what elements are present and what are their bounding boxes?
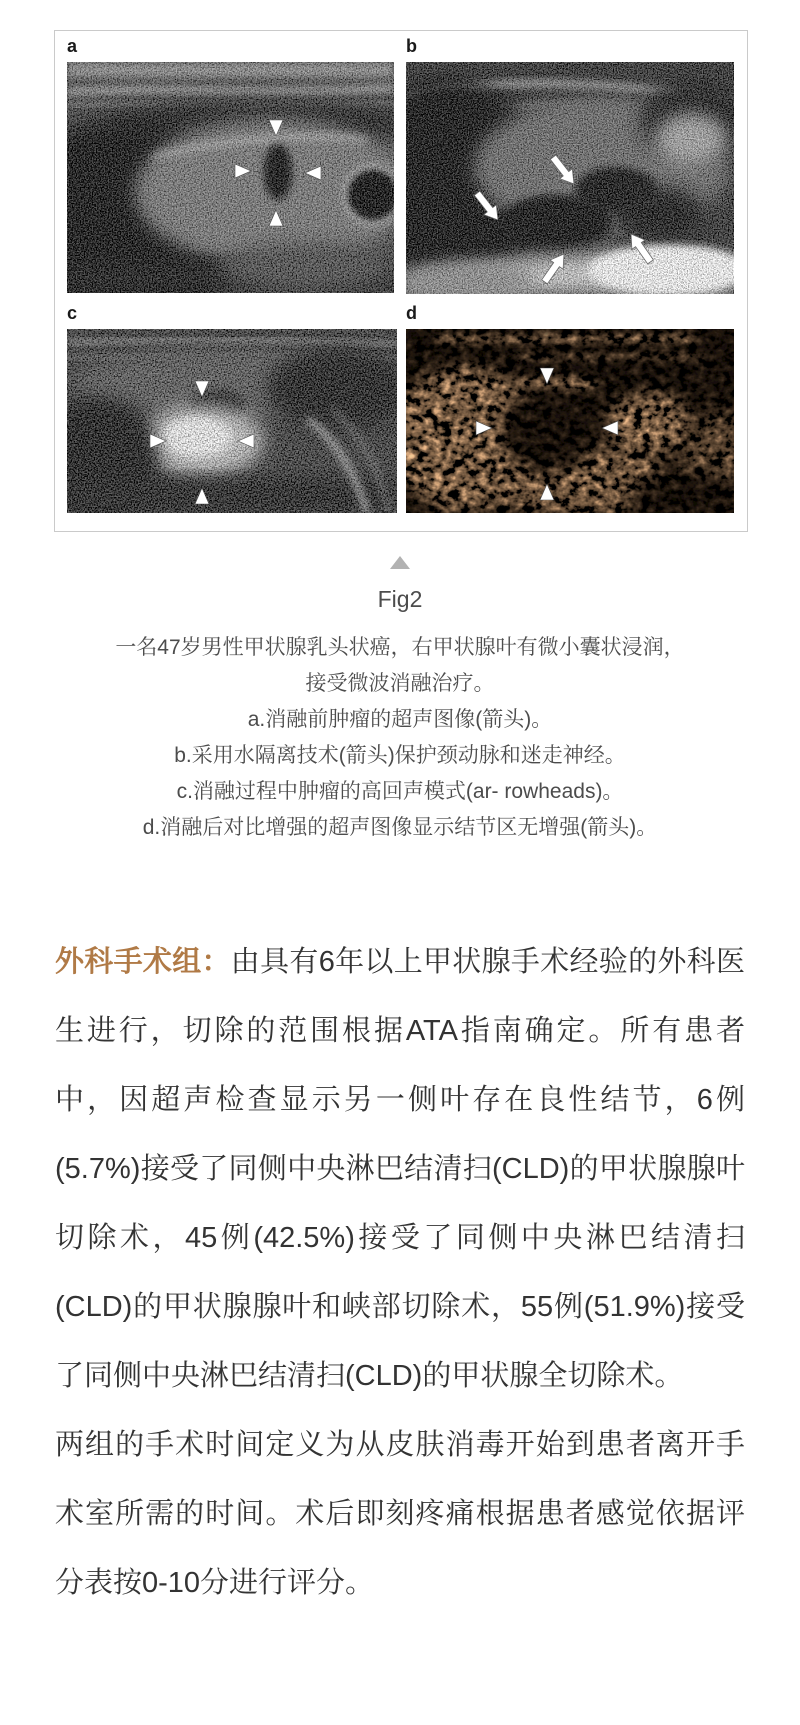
figure-box <box>54 30 748 532</box>
ultrasound-panel-c <box>67 303 397 513</box>
paragraph-surgery-group <box>55 928 745 1411</box>
paragraph-text: 由具有6年以上甲状腺手术经验的外科医生进行，切除的范围根据ATA指南确定。所有患者中，因超声检查显示另一侧叶存在良性结节，6例(5.7%)接受了同侧中央淋巴结清扫(CLD)的甲状腺腺叶切除术，45例(42.5%)接受了同侧中央淋巴结清扫(CLD)的甲状腺腺叶和峡部切除术，55例(51.9%)接受了同侧中央淋巴结清扫(CLD)的甲状腺全切除术。 <box>55 946 745 1392</box>
figure-label: Fig2 <box>377 586 423 612</box>
ultrasound-panel-d <box>406 303 734 513</box>
panel-label-b: b <box>406 36 417 56</box>
figure-caption <box>40 630 760 846</box>
caption-line: d.消融后对比增强的超声图像显示结节区无增强(箭头)。 <box>142 816 658 839</box>
ultrasound-panel-b <box>406 36 734 294</box>
panel-label-a: a <box>67 36 78 56</box>
ultrasound-image-d <box>406 329 734 513</box>
panel-label-c: c <box>67 303 78 323</box>
panel-label-d: d <box>406 303 417 323</box>
caption-line: c.消融过程中肿瘤的高回声模式(ar- rowheads)。 <box>176 780 624 803</box>
ultrasound-panel-a <box>67 36 394 293</box>
paragraph-operation-time: 两组的手术时间定义为从皮肤消毒开始到患者离开手术室所需的时间。术后即刻疼痛根据患者感觉依据评分表按0-10分进行评分。 <box>55 1429 745 1599</box>
caption-line: b.采用水隔离技术(箭头)保护颈动脉和迷走神经。 <box>174 744 626 767</box>
triangle-up-icon <box>390 556 410 569</box>
article-body <box>55 928 745 1618</box>
ultrasound-image-b <box>406 62 734 294</box>
caption-line: a.消融前肿瘤的超声图像(箭头)。 <box>247 708 553 731</box>
caption-line: 一名47岁男性甲状腺乳头状癌，右甲状腺叶有微小囊状浸润， <box>115 636 685 659</box>
paragraph-heading: 外科手术组： <box>55 946 231 978</box>
ultrasound-image-a <box>67 62 394 293</box>
caption-line: 接受微波消融治疗。 <box>305 672 495 695</box>
collapse-figure-toggle[interactable] <box>0 556 800 574</box>
ultrasound-image-c <box>67 329 397 513</box>
